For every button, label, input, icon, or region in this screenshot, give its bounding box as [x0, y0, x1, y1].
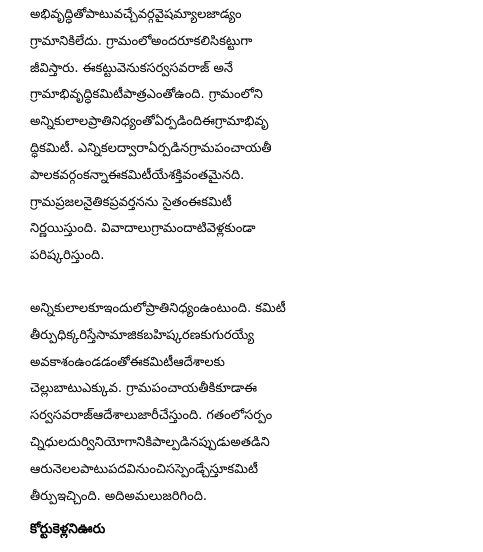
text-line: చ్నిధులదుర్వినియోగానికిపాల్పడినప్పుడుఅతడిని	[30, 434, 270, 450]
text-line: గ్రామప్రజలనైతికప్రవర్తనను సైతంఈకమిటీ	[30, 194, 232, 210]
document-page	[30, 2, 475, 543]
section-heading: కోర్టుకెళ్లనిఊరు	[30, 521, 106, 538]
paragraph-1	[30, 2, 475, 270]
text-line: అభివృద్ధితోపాటువచ్చేవర్గవైషమ్యాలజాడ్యం	[30, 7, 242, 22]
text-line: చెల్లుబాటుఎక్కువ. గ్రామపంచాయతీకికూడాఈ	[30, 381, 258, 397]
text-line: తీర్పుఇచ్చింది. అదిఅమలుజరిగింది.	[30, 488, 208, 504]
paragraph-2	[30, 296, 475, 510]
text-line: సర్వసవరాజ్ఆదేశాలుజారీచేస్తుంది. గతంలోసర్పం	[30, 408, 273, 424]
text-line: ఆరునెలలపాటుపదవినుంచిసస్పెండ్చేస్తూకమిటీ	[30, 461, 258, 477]
text-line: నిర్ణయిస్తుంది. వివాదాలుగ్రామందాటివెళ్లకుండా	[30, 221, 256, 237]
text-line: గ్రామానికిలేదు. గ్రామంలోఅందరూకలిసికట్టుగా	[30, 33, 253, 49]
text-line: ద్ధికమిటీ. ఎన్నికలద్వారాఏర్పడినగ్రామపంచాయతీ	[30, 140, 272, 156]
text-line: గ్రామాభివృద్ధికమిటీపాత్రఎంతోఉంది. గ్రామంలోని	[30, 87, 263, 103]
paragraph-spacer	[30, 270, 475, 296]
text-line: పాలకవర్గంకన్నాఈకమిటీయేశక్తివంతమైనది.	[30, 167, 245, 183]
text-line: అన్నికులాలకూఇందులోప్రాతినిధ్యంఉంటుంది. కమిటీ	[30, 300, 286, 316]
text-line: జీవిస్తారు. ఈకట్టువెనుకసర్వసవరాజ్ అనే	[30, 60, 234, 76]
text-line: అవకాశంఉండడంతోఈకమిటీఆదేశాలకు	[30, 354, 225, 370]
text-line: పరిష్కరిస్తుంది.	[30, 248, 105, 264]
text-line: అన్నికులాలప్రాతినిధ్యంతోఏర్పడిందిఈగ్రామాభివృ	[30, 114, 269, 130]
text-line: తీర్పుధిక్కరిస్తేసామాజికబహిష్కరణకుగురయ్యే	[30, 327, 255, 343]
